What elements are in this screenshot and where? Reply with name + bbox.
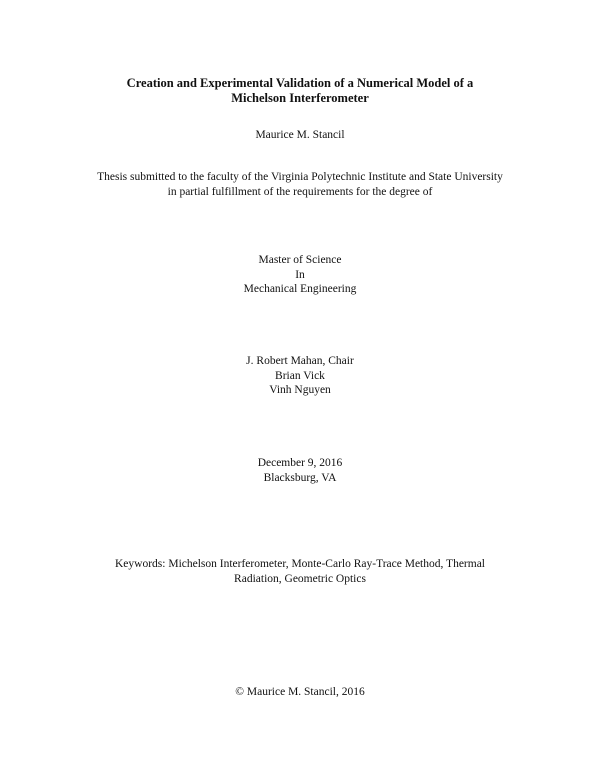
keywords bbox=[40, 557, 560, 586]
committee-list bbox=[40, 354, 560, 398]
degree-line-1: Master of Science bbox=[258, 254, 342, 266]
submission-line-1: Thesis submitted to the faculty of the Virginia Polytechnic Institute and State University bbox=[97, 171, 503, 183]
committee-member-2: Brian Vick bbox=[275, 369, 325, 382]
keywords-line-2: Radiation, Geometric Optics bbox=[234, 572, 366, 585]
author-name-text: Maurice M. Stancil bbox=[255, 129, 345, 141]
committee-member-chair: J. Robert Mahan, Chair bbox=[246, 355, 354, 367]
submission-statement bbox=[40, 170, 560, 199]
thesis-title-line-2: Michelson Interferometer bbox=[231, 91, 369, 105]
submission-line-2: in partial fulfillment of the requirements for the degree of bbox=[167, 185, 433, 198]
keywords-line-1: Keywords: Michelson Interferometer, Monte-Carlo Ray-Trace Method, Thermal bbox=[115, 558, 485, 570]
date-and-place bbox=[40, 456, 560, 485]
thesis-title-line-1: Creation and Experimental Validation of a Numerical Model of a bbox=[126, 76, 474, 90]
thesis-title bbox=[40, 76, 560, 106]
degree-line-2: In bbox=[295, 268, 305, 281]
defense-place: Blacksburg, VA bbox=[263, 471, 337, 484]
degree-line-3: Mechanical Engineering bbox=[243, 283, 357, 295]
copyright-notice bbox=[40, 685, 560, 700]
degree-info bbox=[40, 253, 560, 297]
author-name bbox=[40, 128, 560, 143]
copyright-text: © Maurice M. Stancil, 2016 bbox=[235, 686, 365, 698]
committee-member-3: Vinh Nguyen bbox=[269, 384, 331, 396]
defense-date: December 9, 2016 bbox=[257, 457, 343, 469]
